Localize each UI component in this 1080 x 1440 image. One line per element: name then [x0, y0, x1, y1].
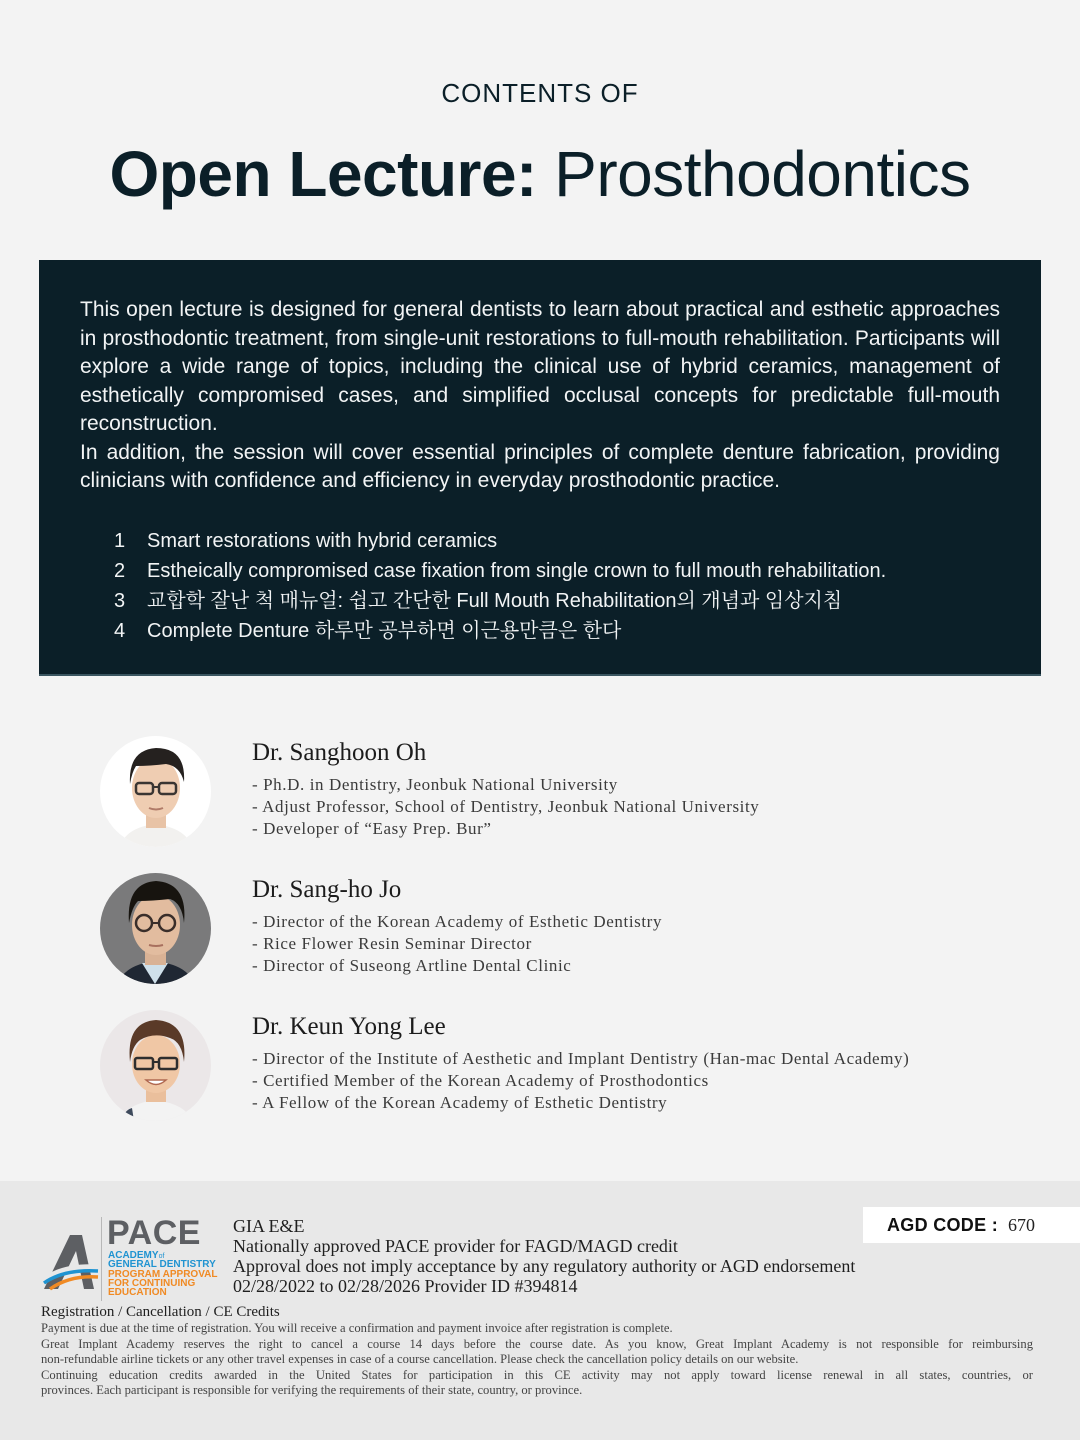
topic-label: Complete Denture 하루만 공부하면 이근용만큼은 한다 [147, 619, 622, 642]
intro-description [80, 296, 1000, 496]
topic-number: 1 [114, 529, 126, 552]
footer [0, 1181, 1080, 1440]
provider-name: GIA E&E [233, 1216, 305, 1236]
agd-code-badge [863, 1207, 1080, 1243]
policy-line: Great Implant Academy reserves the right to cancel a course 14 days before the course date. As you know, Great Implant Academy is not responsible for reimbursing [41, 1336, 1033, 1351]
topic-number: 3 [114, 589, 126, 612]
provider-disclaimer: Approval does not imply acceptance by any regulatory authority or AGD endorsement [233, 1256, 856, 1276]
topic-item [80, 616, 1000, 646]
pace-academy-text: ACADEMY [108, 1250, 159, 1261]
speaker-info [252, 738, 759, 840]
speaker-name: Dr. Keun Yong Lee [252, 1013, 446, 1040]
agd-a-logo-icon [40, 1231, 100, 1291]
speaker-credential: - Director of the Korean Academy of Esthetic Dentistry [252, 912, 663, 931]
speaker-credential: - A Fellow of the Korean Academy of Esthetic Dentistry [252, 1093, 668, 1112]
topic-label: Estheically compromised case fixation from single crown to full mouth rehabilitation. [147, 559, 887, 582]
speaker-card [100, 736, 1060, 873]
policy-title: Registration / Cancellation / CE Credits [41, 1304, 280, 1320]
intro-paragraph: This open lecture is designed for general dentists to learn about practical and esthetic approaches in prosthodontic treatment, from single-unit restorations to full-mouth rehabilitation. Participants will explore a wide range of topics, including the clinical use of hybrid ceramics, management of esthetically compromised cases, and simplified occlusal concepts for predictable full-mouth reconstruction. [80, 298, 1000, 435]
avatar-sang-ho-jo [100, 873, 211, 984]
provider-approval: Nationally approved PACE provider for FAGD/MAGD credit [233, 1236, 678, 1256]
speaker-name: Dr. Sang-ho Jo [252, 876, 402, 903]
speaker-credential: - Director of Suseong Artline Dental Clinic [252, 956, 572, 975]
pace-line-program-approval: PROGRAM APPROVAL [108, 1269, 218, 1280]
speaker-name: Dr. Sanghoon Oh [252, 739, 427, 766]
agd-code-value: 670 [1008, 1214, 1035, 1235]
topic-item [80, 586, 1000, 616]
topic-item [80, 526, 1000, 556]
avatar-sanghoon-oh [100, 736, 211, 847]
pace-of-text: of [158, 1253, 165, 1260]
intro-panel [39, 260, 1041, 676]
person-photo-icon [100, 873, 211, 984]
person-photo-icon [100, 1010, 211, 1121]
pace-logo [40, 1214, 220, 1301]
provider-info [233, 1216, 855, 1296]
pace-line-for-continuing: FOR CONTINUING [108, 1278, 196, 1289]
speaker-info [252, 1012, 909, 1114]
person-photo-icon [100, 736, 211, 847]
speaker-credential: - Ph.D. in Dentistry, Jeonbuk National University [252, 775, 618, 794]
agd-code-label: AGD CODE : [887, 1214, 998, 1235]
speaker-credential: - Developer of “Easy Prep. Bur” [252, 819, 492, 838]
topic-number: 2 [114, 559, 126, 582]
topic-label: 교합학 잘난 척 매뉴얼: 쉽고 간단한 Full Mouth Rehabilitation의 개념과 임상지침 [147, 589, 843, 612]
speaker-card [100, 1010, 1060, 1147]
policy-section [41, 1304, 1033, 1399]
provider-dates-id: 02/28/2022 to 02/28/2026 Provider ID #394814 [233, 1276, 578, 1296]
pace-line-general-dentistry: GENERAL DENTISTRY [108, 1259, 216, 1270]
topic-label: Smart restorations with hybrid ceramics [147, 529, 498, 552]
policy-line: non-refundable airline tickets or any other travel expenses in case of a course cancellation. Please check the cancellation policy details on our website. [41, 1352, 799, 1366]
speaker-credential: - Director of the Institute of Aesthetic and Implant Dentistry (Han-mac Dental Academy) [252, 1049, 910, 1068]
intro-paragraph: In addition, the session will cover essential principles of complete denture fabrication, providing clinicians with confidence and efficiency in everyday prosthodontic practice. [80, 440, 1000, 492]
speaker-credential: - Rice Flower Resin Seminar Director [252, 934, 532, 953]
speaker-credential: - Certified Member of the Korean Academy of Prosthodontics [252, 1071, 709, 1090]
topic-item [80, 556, 1000, 586]
topic-list [80, 526, 1000, 646]
page-title [0, 138, 1080, 210]
speaker-card [100, 873, 1060, 1010]
topic-number: 4 [114, 619, 126, 642]
title-light: Prosthodontics [536, 138, 971, 210]
pace-line-education: EDUCATION [108, 1287, 167, 1298]
policy-line: Payment is due at the time of registration. You will receive a confirmation and payment invoice after registration is complete. [41, 1321, 673, 1335]
logo-divider [101, 1217, 102, 1301]
speaker-credential: - Adjust Professor, School of Dentistry, Jeonbuk National University [252, 797, 760, 816]
speaker-info [252, 875, 662, 977]
policy-line: provinces. Each participant is responsible for verifying the requirements of their state, country, or province. [41, 1383, 583, 1397]
title-bold: Open Lecture: [109, 138, 537, 210]
avatar-keun-yong-lee [100, 1010, 211, 1121]
pace-wordmark: PACE [107, 1214, 201, 1252]
speaker-list [100, 736, 1060, 1147]
policy-line: Continuing education credits awarded in the United States for participation in this CE activity may not apply toward license renewal in all states, countries, or [41, 1367, 1033, 1382]
eyebrow-label: CONTENTS OF [441, 78, 639, 108]
